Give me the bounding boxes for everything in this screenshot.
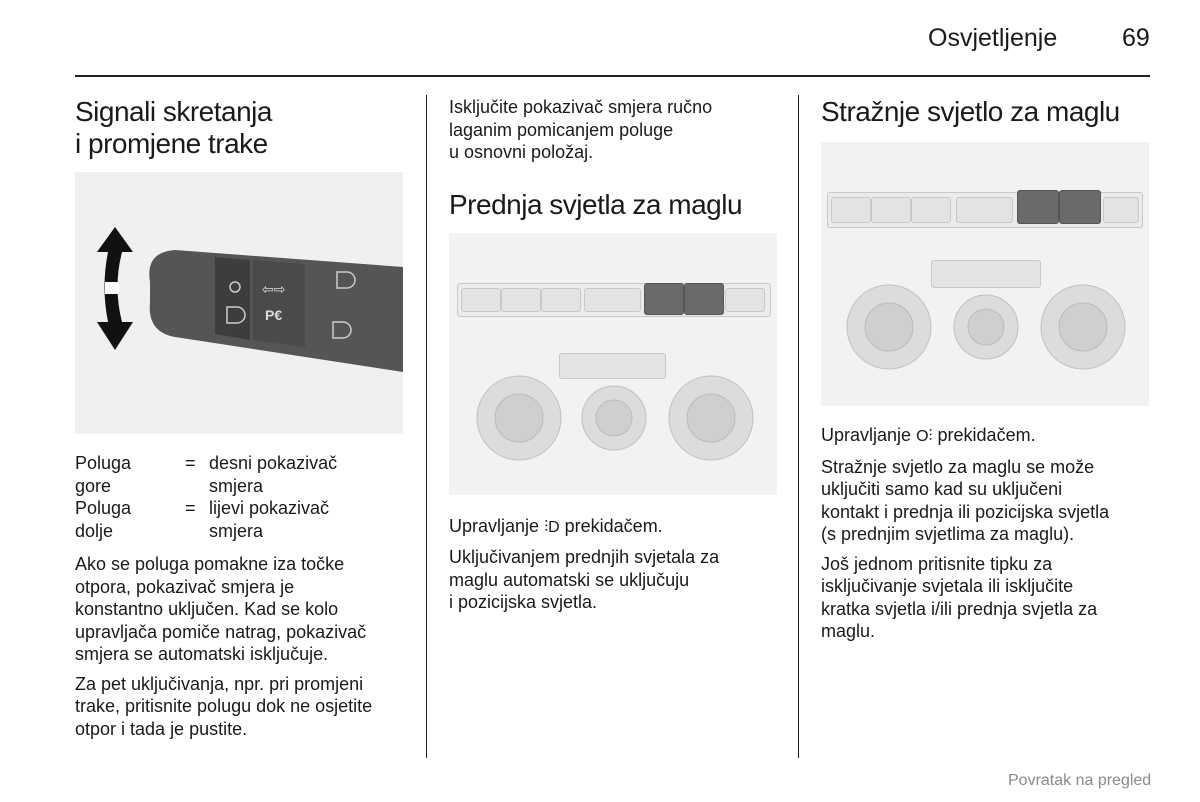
climate-knobs	[449, 233, 777, 495]
desc-down: lijevi pokazivač smjera	[209, 498, 330, 541]
heading-turn-signals: Signali skretanja i promjene trake	[75, 96, 272, 159]
section-title: Osvjetljenje	[928, 24, 1058, 52]
climate-knobs-rear	[821, 142, 1149, 406]
column-rear-fog	[821, 96, 1151, 643]
back-to-overview-link[interactable]: Povratak na pregled	[1008, 772, 1152, 789]
column-divider-1	[426, 95, 427, 758]
rear-fog-light-icon: O⫶	[916, 428, 933, 445]
figure-indicator-stalk	[75, 172, 403, 434]
header-divider	[75, 75, 1150, 77]
page-number: 69	[1122, 24, 1150, 52]
paragraph-rear-fog-off: Još jednom pritisnite tipku za isključivanje svjetala ili isključite kratka svjetla i/ili prednja svjetla za maglu.	[821, 553, 1098, 641]
term-up: Poluga gore	[75, 453, 132, 496]
paragraph-rear-control: Upravljanje O⫶ prekidačem.	[821, 425, 1036, 445]
column-front-fog	[449, 96, 779, 614]
figure-front-fog-panel	[449, 233, 777, 495]
desc-up: desni pokazivač smjera	[209, 453, 338, 496]
heading-front-fog: Prednja svjetla za maglu	[449, 188, 743, 220]
svg-text:⇦⇨: ⇦⇨	[262, 281, 286, 297]
paragraph-front-control: Upravljanje ⫶D prekidačem.	[449, 515, 663, 536]
indicator-stalk-illustration	[75, 172, 403, 434]
paragraph-front-fog-on: Uključivanjem prednjih svjetala za maglu automatski se uključuju i pozicijska svjetla.	[449, 547, 720, 612]
svg-text:P€: P€	[265, 307, 283, 323]
paragraph-resistance: Ako se poluga pomakne iza točke otpora, pokazivač smjera je konstantno uključen. Kad se kolo upravljača pomiče natrag, pokazivač smjera se automatski isključuje.	[75, 554, 367, 664]
lever-definitions: Poluga gore = desni pokazivač smjera Poluga dolje = lijevi pokazivač smjera	[75, 452, 405, 542]
paragraph-lane-change: Za pet uključivanja, npr. pri promjeni trake, pritisnite polugu dok ne osjetite otpor i tada je pustite.	[75, 673, 373, 739]
term-down: Poluga dolje	[75, 498, 132, 541]
column-divider-2	[798, 95, 799, 758]
paragraph-manual-off: Isključite pokazivač smjera ručno laganim pomicanjem poluge u osnovni položaj.	[449, 97, 713, 162]
paragraph-rear-fog-conditions: Stražnje svjetlo za maglu se može uključiti samo kad su uključeni kontakt i prednja ili pozicijska svjetla (s prednjim svjetlima za maglu).	[821, 456, 1110, 544]
front-fog-light-icon: ⫶D	[544, 518, 560, 536]
heading-rear-fog: Stražnje svjetlo za maglu	[821, 96, 1120, 127]
figure-rear-fog-panel	[821, 142, 1149, 406]
column-turn-signals	[75, 96, 405, 740]
